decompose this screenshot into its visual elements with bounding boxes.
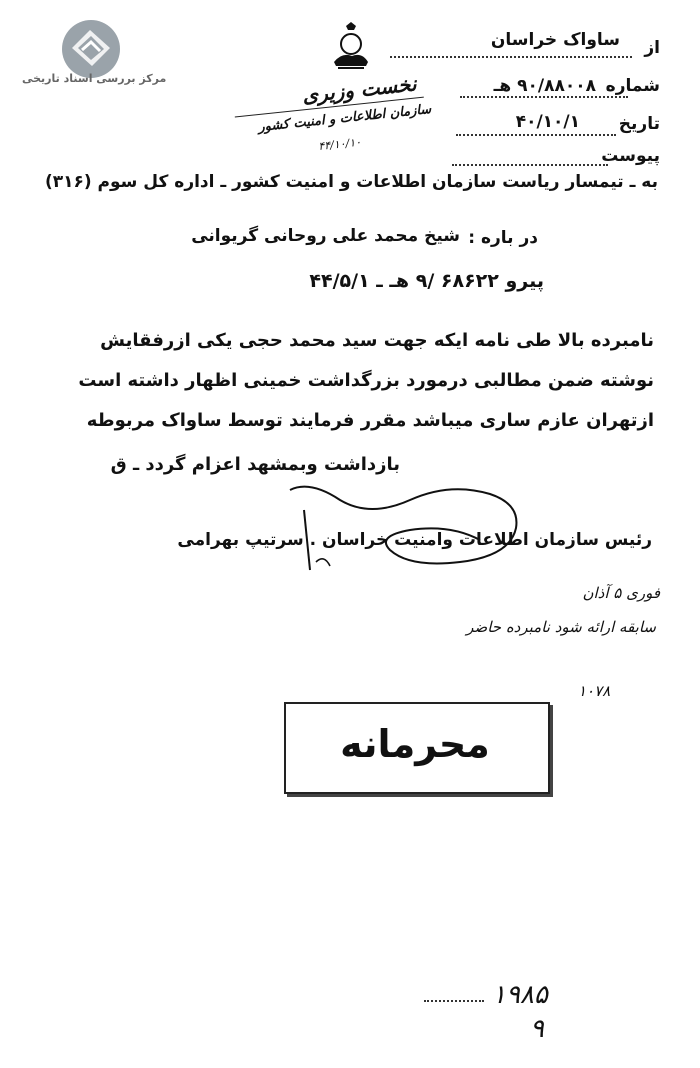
watermark-caption: مرکز بررسی اسناد تاریخی bbox=[22, 72, 167, 85]
from-dotted-line bbox=[390, 56, 632, 58]
number-value: ۹۰/۸۸۰۰۸ هـ bbox=[493, 76, 596, 96]
handwritten-note-1: فوری ۵ آذان bbox=[582, 584, 660, 602]
from-label: از bbox=[644, 38, 660, 58]
body-line-2: نوشته ضمن مطالبی درمورد بزرگداشت خمینی اظهار داشته است bbox=[78, 370, 654, 391]
handwritten-bottom-1: ۱۹۸۵ bbox=[492, 980, 548, 1010]
body-line-1: نامبرده بالا طی نامه ایکه جهت سید محمد حجی یکی ازرفقایش bbox=[100, 330, 654, 351]
date-dotted-line bbox=[456, 134, 616, 136]
signature-line: رئیس سازمان اطلاعات وامنیت خراسان . سرتیپ بهرامی bbox=[177, 530, 652, 550]
date-label: تاریخ bbox=[618, 114, 660, 134]
body-line-3: ازتهران عازم ساری میباشد مقرر فرمایند توسط ساواک مربوطه bbox=[86, 410, 654, 431]
lion-and-sun-crest-icon bbox=[328, 22, 374, 72]
from-value: ساواک خراسان bbox=[490, 30, 620, 50]
received-stamp-line2: سازمان اطلاعات و امنیت کشور bbox=[257, 102, 432, 136]
received-stamp-line1: نخست وزیری bbox=[301, 71, 418, 108]
bottom-dotted-line bbox=[424, 1000, 484, 1002]
number-label: شماره bbox=[605, 76, 660, 96]
received-stamp bbox=[232, 70, 440, 176]
recipient-line: به ـ تیمسار ریاست سازمان اطلاعات و امنیت کشور ـ اداره کل سوم (۳۱۶) bbox=[44, 172, 658, 192]
handwritten-bottom-2: ۹ bbox=[530, 1014, 544, 1044]
reference-line: پیرو ۶۸۶۲۲ /۹ هـ ـ ۴۴/۵/۱ bbox=[309, 270, 544, 292]
number-dotted-line bbox=[460, 96, 628, 98]
archive-center-logo-icon bbox=[60, 18, 122, 80]
subject-label: در باره : bbox=[468, 228, 538, 248]
handwritten-signature bbox=[280, 470, 540, 580]
handwritten-note-2: سابقه ارائه شود نامبرده حاضر bbox=[466, 618, 656, 636]
received-stamp-line3: ۴۴/۱۰/۱۰ bbox=[317, 135, 362, 153]
handwritten-ref: ۱۰۷۸ bbox=[578, 682, 611, 700]
body-line-4: بازداشت وبمشهد اعزام گردد ـ ق bbox=[110, 454, 400, 475]
date-value: ۴۰/۱۰/۱ bbox=[515, 112, 580, 132]
subject-value: شیخ محمد علی روحانی گریوانی bbox=[191, 226, 460, 246]
classification-stamp: محرمانه bbox=[340, 722, 490, 766]
attachment-label: پیوست bbox=[601, 146, 660, 166]
attachment-dotted-line bbox=[452, 164, 608, 166]
